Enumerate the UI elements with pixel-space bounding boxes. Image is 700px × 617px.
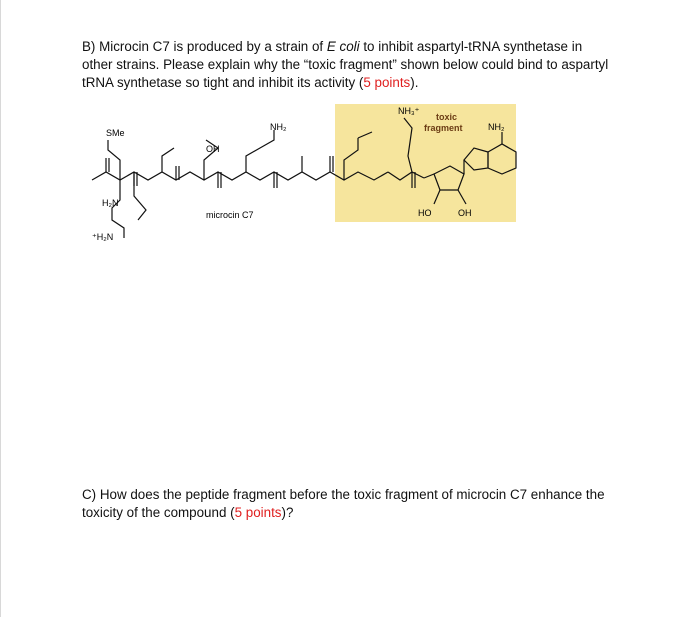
label-h2n-plus: ⁺H₂N [92,232,114,242]
carbonyl-groups [106,156,333,188]
label-fragment: fragment [424,123,463,133]
label-oh: OH [206,144,220,154]
question-b-organism: E coli [326,39,360,54]
question-c-text-2: )? [281,505,294,520]
page-left-border [0,0,1,617]
label-oh-sugar: OH [458,208,472,218]
question-b-text-1: B) Microcin C7 is produced by a strain of [82,39,327,54]
label-nh2-top: NH₂ [270,122,287,132]
question-b-text-3: ). [410,75,419,90]
label-toxic: toxic [436,112,458,122]
question-b [82,38,612,92]
label-nh2-adenine: NH₂ [488,122,505,132]
label-h2n: H₂N [102,198,119,208]
label-ho: HO [418,208,432,218]
label-nh3: NH₃⁺ [398,106,420,116]
question-c [82,486,612,522]
label-microcin-c7: microcin C7 [206,210,254,220]
side-chains [108,130,372,238]
label-sme: SMe [106,128,125,138]
question-b-points: 5 points [363,75,411,90]
question-c-points: 5 points [234,505,282,520]
question-b-text-2: to inhibit aspartyl-tRNA synthetase in other strains. Please explain why the “toxic fragment” shown below could bind to aspartyl tRNA synthetase so tight and inhibit its activity ( [82,39,609,90]
structure-drawing [78,100,523,250]
question-c-text-1: C) How does the peptide fragment before the toxic fragment of microcin C7 enhance the toxicity of the compound ( [82,487,605,520]
microcin-c7-structure [78,100,523,250]
